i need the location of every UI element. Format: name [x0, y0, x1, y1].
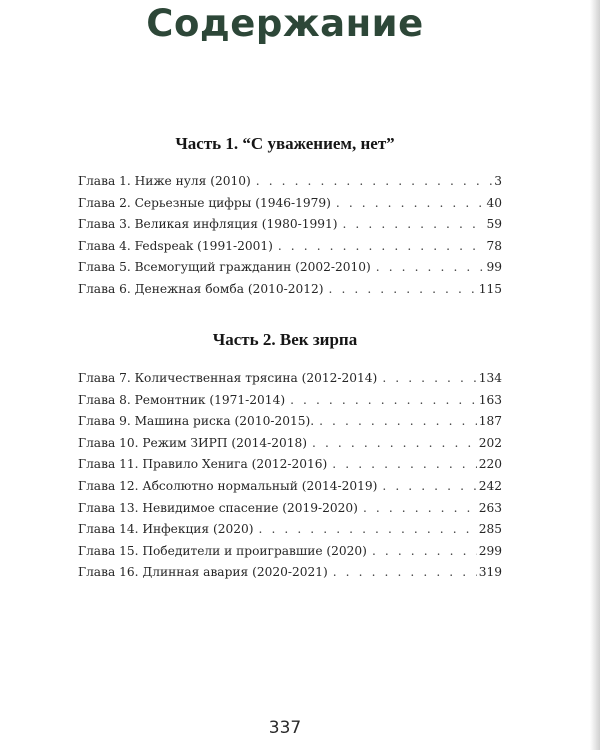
toc-entry[interactable]	[78, 544, 502, 566]
toc-entry[interactable]	[78, 501, 502, 523]
dot-leader	[376, 260, 485, 274]
dot-leader	[319, 414, 477, 428]
page-title: Содержание	[146, 2, 424, 45]
dot-leader	[363, 501, 477, 515]
dot-leader	[336, 196, 485, 210]
toc-entry[interactable]	[78, 414, 502, 436]
chapter-page-number: 187	[478, 414, 502, 429]
toc-entry[interactable]	[78, 260, 502, 282]
chapter-title: Глава 15. Победители и проигравшие (2020)	[78, 543, 367, 558]
chapter-title: Глава 6. Денежная бомба (2010-2012)	[78, 281, 324, 296]
dot-leader	[312, 436, 477, 450]
chapter-page-number: 299	[478, 543, 502, 558]
chapter-page-number: 242	[478, 478, 502, 493]
chapter-page-number: 163	[478, 392, 502, 407]
chapter-title: Глава 2. Серьезные цифры (1946-1979)	[78, 195, 331, 210]
toc-entry[interactable]	[78, 522, 502, 544]
chapter-title: Глава 7. Количественная трясина (2012-2014)	[78, 371, 378, 385]
chapter-page-number: 115	[478, 281, 502, 296]
dot-leader	[256, 174, 492, 188]
dot-leader	[329, 282, 477, 296]
toc-entry[interactable]	[78, 174, 502, 196]
chapter-title: Глава 14. Инфекция (2020)	[78, 522, 254, 537]
chapter-title: Глава 5. Всемогущий гражданин (2002-2010)	[78, 260, 371, 275]
chapter-page-number: 319	[478, 565, 502, 580]
dot-leader	[342, 217, 484, 231]
toc-entry[interactable]	[78, 239, 502, 261]
dot-leader	[333, 565, 477, 579]
toc-entry[interactable]	[78, 282, 502, 304]
chapter-page-number: 78	[486, 238, 502, 253]
part-1-chapter-list	[78, 174, 502, 304]
chapter-title: Глава 13. Невидимое спасение (2019-2020)	[78, 500, 358, 515]
toc-entry[interactable]	[78, 217, 502, 239]
chapter-page-number: 220	[478, 457, 502, 472]
chapter-page-number: 263	[478, 500, 502, 515]
dot-leader	[290, 393, 477, 407]
toc-entry[interactable]	[78, 565, 502, 587]
chapter-title: Глава 10. Режим ЗИРП (2014-2018)	[78, 435, 308, 450]
dot-leader	[278, 239, 485, 253]
dot-leader	[332, 457, 476, 471]
page-number: 337	[268, 718, 302, 738]
toc-entry[interactable]	[78, 371, 502, 393]
chapter-title: Глава 12. Абсолютно нормальный (2014-2019)	[78, 478, 378, 493]
chapter-page-number: 59	[486, 217, 502, 232]
part-1-heading: Часть 1. “С уважением, нет”	[175, 134, 395, 153]
part-2-heading: Часть 2. Век зирпа	[212, 330, 358, 349]
dot-leader	[382, 479, 476, 493]
page-edge-shadow	[590, 0, 600, 750]
chapter-page-number: 3	[494, 174, 502, 188]
chapter-page-number: 134	[478, 371, 502, 385]
dot-leader	[259, 522, 477, 536]
part-2-chapter-list	[78, 371, 502, 587]
chapter-title: Глава 4. Fedspeak (1991-2001)	[78, 238, 273, 253]
chapter-page-number: 99	[486, 260, 502, 275]
chapter-title: Глава 1. Ниже нуля (2010)	[78, 174, 251, 188]
chapter-title: Глава 3. Великая инфляция (1980-1991)	[78, 217, 338, 232]
chapter-page-number: 285	[478, 522, 502, 537]
chapter-page-number: 202	[478, 435, 502, 450]
chapter-title: Глава 8. Ремонтник (1971-2014)	[78, 392, 286, 407]
dot-leader	[382, 371, 476, 385]
chapter-title: Глава 16. Длинная авария (2020-2021)	[78, 565, 328, 580]
toc-entry[interactable]	[78, 479, 502, 501]
toc-entry[interactable]	[78, 196, 502, 218]
chapter-title: Глава 11. Правило Хенига (2012-2016)	[78, 457, 328, 472]
toc-entry[interactable]	[78, 393, 502, 415]
chapter-page-number: 40	[486, 195, 502, 210]
toc-entry[interactable]	[78, 457, 502, 479]
toc-entry[interactable]	[78, 436, 502, 458]
chapter-title: Глава 9. Машина риска (2010-2015).	[78, 414, 315, 429]
dot-leader	[372, 544, 477, 558]
